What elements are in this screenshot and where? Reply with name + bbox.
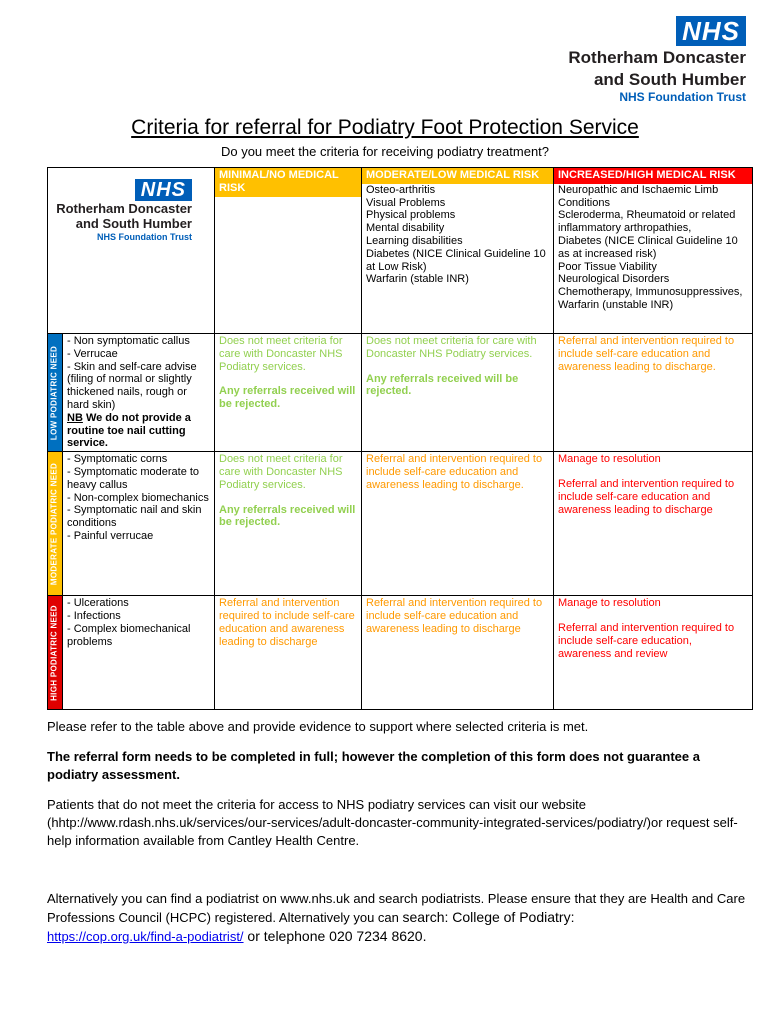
cell-text: Manage to resolution bbox=[558, 597, 661, 610]
list-item: Chemotherapy, Immunosuppressives, Warfarin (unstable INR) bbox=[558, 286, 743, 311]
table-logo-org-line2: and South Humber bbox=[75, 216, 192, 231]
cell-note: Referral and intervention required to include self-care education, awareness and review bbox=[558, 621, 735, 660]
cell-low-moderate bbox=[362, 334, 554, 452]
header-moderate-items bbox=[362, 184, 553, 286]
cell-moderate-minimal bbox=[215, 452, 362, 596]
cell-high-increased bbox=[554, 596, 753, 710]
list-item: - Non-complex biomechanics bbox=[67, 491, 209, 504]
list-item: Neuropathic and Ischaemic Limb Conditions bbox=[558, 183, 719, 209]
header-increased bbox=[554, 168, 753, 334]
row-label-moderate bbox=[48, 452, 63, 596]
page-title: Criteria for referral for Podiatry Foot Protection Service bbox=[131, 116, 639, 139]
cell-text: Referral and intervention required to include self-care education and awareness leading to discharge. bbox=[558, 335, 735, 373]
list-item: Osteo-arthritis bbox=[366, 183, 436, 196]
referral-warning: The referral form needs to be completed in full; however the completion of this form does not guarantee a podiatry assessment. bbox=[47, 749, 700, 782]
table-logo-cell bbox=[48, 168, 215, 334]
nhs-logo bbox=[526, 16, 746, 104]
row-label-moderate-text: MODERATE PODIATRIC NEED bbox=[49, 462, 59, 585]
cell-text: Manage to resolution bbox=[558, 453, 661, 466]
logo-org-line1: Rotherham Doncaster bbox=[568, 48, 746, 67]
website-paragraph: Patients that do not meet the criteria for access to NHS podiatry services can visit our website (hhtp://www.rdash.nhs.uk/services/our-services/adult-doncaster-community-integrated-services/podiatry/)or request self-help information available from Cantley Health Centre. bbox=[47, 797, 738, 848]
table-nhs-logo-mark: NHS bbox=[135, 179, 192, 201]
list-item: - Symptomatic corns bbox=[67, 453, 168, 466]
alternative-paragraph bbox=[47, 890, 747, 946]
find-podiatrist-link[interactable]: https://cop.org.uk/find-a-podiatrist/ bbox=[47, 929, 244, 944]
table-nhs-logo bbox=[52, 169, 210, 244]
criteria-table bbox=[47, 167, 753, 710]
list-item: Warfarin (stable INR) bbox=[366, 273, 469, 286]
row-label-low-text: LOW PODIATRIC NEED bbox=[49, 345, 59, 440]
row-label-high bbox=[48, 596, 63, 710]
list-item: - Ulcerations bbox=[67, 597, 129, 610]
list-item: - Symptomatic nail and skin conditions bbox=[67, 504, 202, 530]
list-item: Scleroderma, Rheumatoid or related inflammatory arthropathies, bbox=[558, 209, 736, 235]
list-item: - Complex biomechanical problems bbox=[67, 622, 191, 648]
header-increased-items bbox=[554, 184, 752, 312]
telephone-text: or telephone 020 7234 8620. bbox=[243, 928, 427, 944]
cell-text: Referral and intervention required to include self-care education and awareness leading to discharge bbox=[366, 597, 543, 635]
nb-text: We do not provide a routine toe nail cutting service. bbox=[67, 411, 191, 450]
cell-high-minimal bbox=[215, 596, 362, 710]
criteria-low bbox=[63, 334, 215, 452]
list-item: - Skin and self-care advise (filing of normal or slightly thickened nails, rough or hard skin) bbox=[67, 360, 197, 411]
cell-note: Referral and intervention required to include self-care education and awareness leading to discharge bbox=[558, 477, 735, 516]
page-subtitle: Do you meet the criteria for receiving podiatry treatment? bbox=[220, 144, 550, 159]
nb-note bbox=[67, 412, 210, 450]
cell-text: Referral and intervention required to include self-care education and awareness leading to discharge bbox=[219, 597, 355, 648]
nb-prefix: NB bbox=[67, 411, 83, 424]
cell-low-increased bbox=[554, 334, 753, 452]
header-minimal bbox=[215, 168, 362, 334]
row-label-high-text: HIGH PODIATRIC NEED bbox=[49, 604, 59, 701]
cell-moderate-increased bbox=[554, 452, 753, 596]
cell-note: Any referrals received will be rejected. bbox=[366, 372, 519, 398]
list-item: - Infections bbox=[67, 609, 121, 622]
nhs-logo-mark: NHS bbox=[676, 16, 746, 46]
college-label: search: College of Podiatry: bbox=[402, 909, 575, 925]
list-item: Diabetes (NICE Clinical Guideline 10 as at increased risk) bbox=[558, 234, 738, 260]
criteria-high bbox=[63, 596, 215, 710]
header-moderate bbox=[362, 168, 554, 334]
table-logo-trust: NHS Foundation Trust bbox=[97, 232, 192, 242]
list-item: Visual Problems bbox=[366, 196, 446, 209]
cell-text: Does not meet criteria for care with Doncaster NHS Podiatry services. bbox=[219, 335, 343, 373]
cell-low-minimal bbox=[215, 334, 362, 452]
list-item: Diabetes (NICE Clinical Guideline 10 at Low Risk) bbox=[366, 247, 546, 273]
table-logo-org-line1: Rotherham Doncaster bbox=[56, 201, 192, 216]
header-moderate-title: MODERATE/LOW MEDICAL RISK bbox=[362, 168, 553, 184]
cell-note: Any referrals received will be rejected. bbox=[219, 503, 356, 529]
list-item: - Verrucae bbox=[67, 347, 118, 360]
instruction-paragraph: Please refer to the table above and provide evidence to support where selected criteria is met. bbox=[47, 719, 589, 734]
list-item: Physical problems bbox=[366, 209, 456, 222]
alternative-text: Alternatively you can find a podiatrist on www.nhs.uk and search podiatrists. Please ensure that they are Health and Care Professions Council (HCPC) registered. Alternatively you can bbox=[47, 891, 746, 925]
row-label-low bbox=[48, 334, 63, 452]
header-increased-title: INCREASED/HIGH MEDICAL RISK bbox=[554, 168, 752, 184]
list-item: Neurological Disorders bbox=[558, 273, 670, 286]
cell-high-moderate bbox=[362, 596, 554, 710]
cell-text: Does not meet criteria for care with Doncaster NHS Podiatry services. bbox=[219, 453, 343, 491]
cell-moderate-moderate bbox=[362, 452, 554, 596]
list-item: Learning disabilities bbox=[366, 234, 463, 247]
criteria-moderate bbox=[63, 452, 215, 596]
header-minimal-title: MINIMAL/NO MEDICAL RISK bbox=[215, 168, 361, 197]
list-item: - Painful verrucae bbox=[67, 529, 154, 542]
logo-trust: NHS Foundation Trust bbox=[619, 90, 746, 104]
cell-text: Referral and intervention required to include self-care education and awareness leading to discharge. bbox=[366, 453, 543, 491]
list-item: Poor Tissue Viability bbox=[558, 260, 657, 273]
cell-note: Any referrals received will be rejected. bbox=[219, 385, 356, 411]
list-item: - Non symptomatic callus bbox=[67, 335, 190, 347]
list-item: - Symptomatic moderate to heavy callus bbox=[67, 465, 200, 491]
logo-org-line2: and South Humber bbox=[593, 70, 746, 89]
list-item: Mental disability bbox=[366, 222, 445, 235]
cell-text: Does not meet criteria for care with Doncaster NHS Podiatry services. bbox=[366, 335, 537, 360]
